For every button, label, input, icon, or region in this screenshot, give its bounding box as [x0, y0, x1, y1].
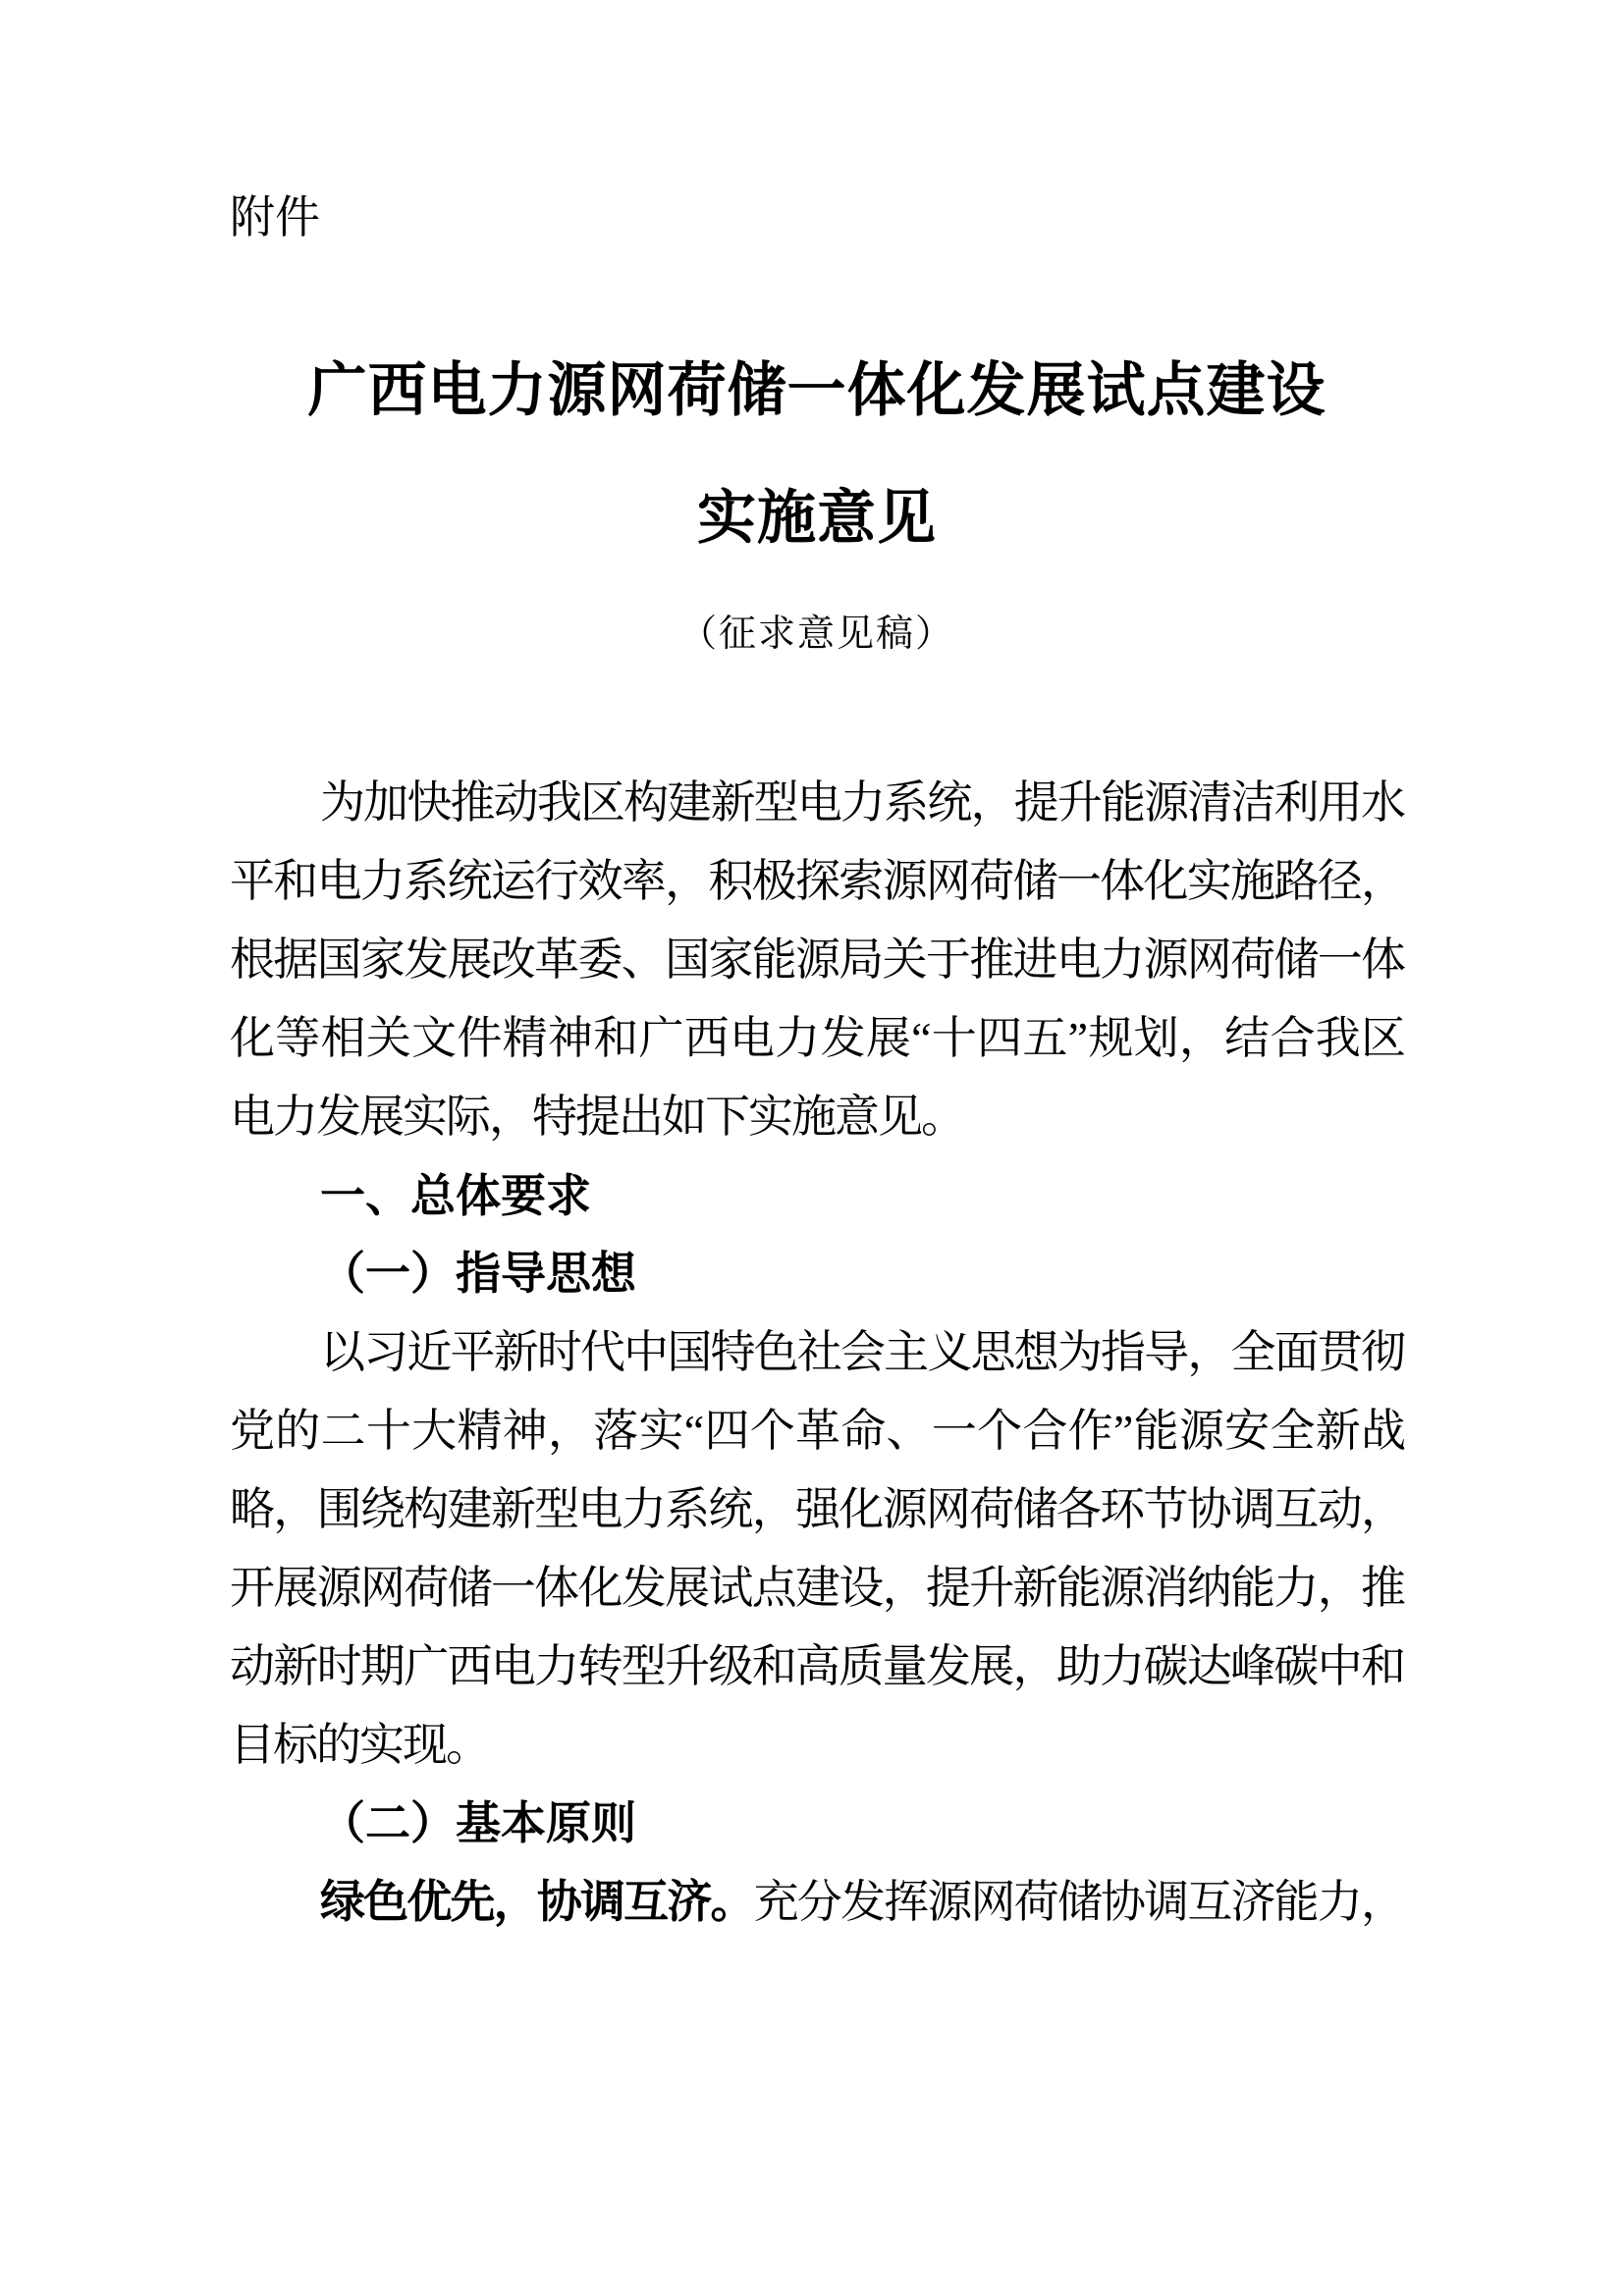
paragraph-line: 根据国家发展改革委、国家能源局关于推进电力源网荷储一体 — [230, 934, 1404, 985]
principle-lead-text: 绿色优先，协调互济。 — [320, 1877, 754, 1927]
paragraph-line: 平和电力系统运行效率，积极探索源网荷储一体化实施路径， — [230, 856, 1404, 906]
paragraph-line — [230, 1863, 1404, 1942]
sub-heading-guiding-thought: （一）指导思想 — [320, 1249, 636, 1299]
sub-heading-basic-principles: （二）基本原则 — [320, 1798, 636, 1848]
paragraph-line: 动新时期广西电力转型升级和高质量发展，助力碳达峰碳中和 — [230, 1641, 1404, 1691]
title-line-2: 实施意见 — [697, 486, 937, 551]
paragraph-line: 开展源网荷储一体化发展试点建设，提升新能源消纳能力，推 — [230, 1563, 1404, 1613]
paragraph-line: 以习近平新时代中国特色社会主义思想为指导，全面贯彻 — [320, 1327, 1404, 1377]
paragraph-line: 化等相关文件精神和广西电力发展“十四五”规划，结合我区 — [230, 1013, 1404, 1063]
paragraph-line: 电力发展实际，特提出如下实施意见。 — [230, 1092, 964, 1142]
paragraph-line: 略，围绕构建新型电力系统，强化源网荷储各环节协调互动， — [230, 1484, 1404, 1534]
paragraph-line: 为加快推动我区构建新型电力系统，提升能源清洁利用水 — [320, 777, 1404, 828]
paragraph-line: 目标的实现。 — [230, 1720, 489, 1770]
document-title — [230, 327, 1404, 582]
title-line-1: 广西电力源网荷储一体化发展试点建设 — [307, 358, 1326, 423]
attachment-label: 附件 — [230, 191, 320, 242]
section-heading: 一、总体要求 — [320, 1170, 591, 1221]
document-subtitle: （征求意见稿） — [678, 614, 954, 655]
paragraph-line: 党的二十大精神，落实“四个革命、一个合作”能源安全新战 — [230, 1406, 1404, 1456]
principle-rest-text: 充分发挥源网荷储协调互济能力， — [753, 1877, 1405, 1927]
document-body — [230, 764, 1404, 1942]
